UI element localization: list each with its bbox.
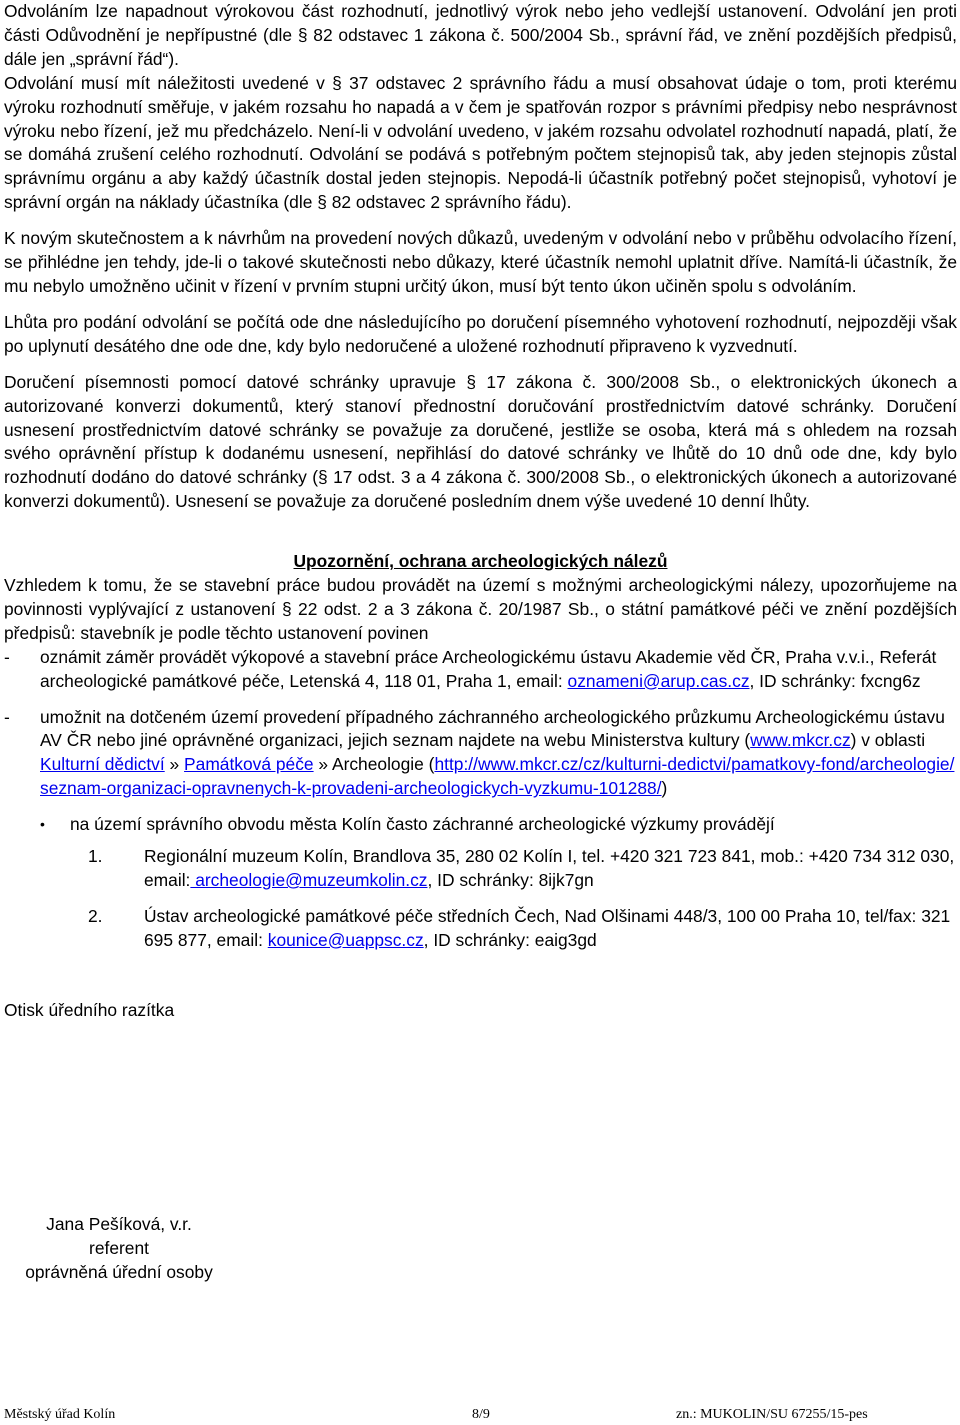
notice-heading: Upozornění, ochrana archeologických nálezů xyxy=(293,551,668,572)
link-organization-list[interactable]: http://www.mkcr.cz/cz/kulturni-dedictvi/pamatkovy-fond/archeologie/seznam-organizaci-opravnenych-k-provadeni-archeologickych-vyzkumu-101288/ xyxy=(40,754,955,799)
text-fragment: ) xyxy=(661,778,668,799)
text-fragment: » Archeologie ( xyxy=(313,754,435,775)
signatory-name: Jana Pešíková, v.r. xyxy=(46,1214,192,1234)
document-body xyxy=(4,0,957,1023)
appeal-paragraph-2: Odvolání musí mít náležitosti uvedené v § 37 odstavec 2 správního řádu a musí obsahovat údaje o tom, proti kterému výroku rozhodnutí směřuje, v jakém rozsahu ho napadá a v čem je spatřován rozpor s právními předpisy nebo nesprávnost výroku nebo řízení, jež mu předcházelo. Není-li v odvolání uvedeno, v jakém rozsahu odvolatel rozhodnutí napadá, platí, že se domáhá zrušení celého rozhodnutí. Odvolání se podává s potřebným počtem stejnopisů tak, aby jeden stejnopis zůstal správnímu orgánu a aby každý účastník dostal jeden stejnopis. Nepodá-li účastník potřebný počet stejnopisů, vyhotoví je správní orgán na náklady účastníka (dle § 82 odstavec 2 správního řádu). xyxy=(4,72,957,213)
email-link-institute[interactable]: kounice@uappsc.cz xyxy=(267,929,424,950)
organization-text xyxy=(144,845,957,893)
deadline-paragraph: Lhůta pro podání odvolání se počítá ode dne následujícího po doručení písemného vyhotovení rozhodnutí, nejpozději však po uplynutí desátého dne ode dne, kdy bylo nedoručené a uložené rozhodnutí připraveno k vyzvednutí. xyxy=(4,311,957,356)
footer-reference: zn.: MUKOLIN/SU 67255/15-pes xyxy=(676,1407,868,1422)
kolin-bullet-text: na území správního obvodu města Kolín často záchranné archeologické výzkumy provádějí xyxy=(70,814,775,835)
obligation-text xyxy=(40,646,957,694)
footer-office: Městský úřad Kolín xyxy=(4,1407,116,1422)
institute-text: Ústav archeologické památkové péče středních Čech, Nad Olšinami 448/3, 100 00 Praha 10, tel/fax: 321 695 877, email: xyxy=(144,905,951,950)
text-fragment: » xyxy=(164,754,185,775)
organization-item-museum xyxy=(4,845,957,893)
obligation-survey-text: umožnit na dotčeném území provedení případného záchranného archeologického průzkumu Archeologickému ústavu AV ČR nebo jiné oprávněné organizaci, jejich seznam najdete na webu Ministerstva kultury ( xyxy=(40,706,945,751)
appeal-paragraph-1: Odvoláním lze napadnout výrokovou část rozhodnutí, jednotlivý výrok nebo jeho vedlejší ustanovení. Odvolání jen proti části Odůvodnění je nepřípustné (dle § 82 odstavec 1 zákona č. 500/2004 Sb., správní řád, ve znění pozdějších předpisů, dále jen „správní řád“). xyxy=(4,1,957,69)
data-box-id-museum: , ID schránky: 8ijk7gn xyxy=(427,870,594,890)
item-number: 1. xyxy=(88,846,103,867)
item-number: 2. xyxy=(88,905,103,926)
bullet-marker: • xyxy=(40,816,45,833)
link-pamatkova-pece[interactable]: Památková péče xyxy=(184,754,314,775)
notice-intro: Vzhledem k tomu, že se stavební práce budou provádět na území s možnými archeologickými nálezy, upozorňujeme na povinnosti vyplývající z ustanovení § 22 odst. 2 a 3 zákona č. 20/1987 Sb., o státní památkové péči ve znění pozdějších předpisů: stavebník je podle těchto ustanovení povinen xyxy=(4,575,957,643)
organization-list xyxy=(4,845,957,953)
organization-item-institute xyxy=(4,905,957,953)
dash-marker: - xyxy=(4,646,10,667)
email-link-museum[interactable]: archeologie@muzeumkolin.cz xyxy=(190,870,428,890)
link-mkcr[interactable]: www.mkcr.cz xyxy=(750,730,851,751)
stamp-label: Otisk úředního razítka xyxy=(4,999,175,1020)
email-link-arup[interactable]: oznameni@arup.cas.cz xyxy=(567,670,750,691)
signatory-role: referent xyxy=(89,1237,149,1258)
data-box-id-institute: , ID schránky: eaig3gd xyxy=(423,929,597,950)
footer-page-number: 8/9 xyxy=(472,1407,490,1422)
data-box-paragraph: Doručení písemnosti pomocí datové schránky upravuje § 17 zákona č. 300/2008 Sb., o elektronických úkonech a autorizované konverzi dokumentů, který stanoví přednostní doručování prostřednictvím datové schránky. Doručení usnesení prostřednictvím datové schránky se považuje za doručené, jestliže se osoba, která má s ohledem na rozsah svého oprávnění přístup k dodanému usnesení, nepřihlásí do datové schránky ve lhůtě do 10 dnů ode dne, kdy bylo rozhodnutí dodáno do datové schránky (§ 17 odst. 3 a 4 zákona č. 300/2008 Sb., o elektronických úkonech a autorizované konverzi dokumentů). Usnesení se považuje za doručené posledním dnem výše uvedené 10 denní lhůty. xyxy=(4,371,957,512)
obligation-text xyxy=(40,706,957,802)
signatory-title: oprávněná úřední osoby xyxy=(25,1261,213,1282)
link-kulturni-dedictvi[interactable]: Kulturní dědictví xyxy=(40,754,165,775)
new-facts-paragraph: K novým skutečnostem a k návrhům na provedení nových důkazů, uvedeným v odvolání nebo v průběhu odvolacího řízení, se přihlédne jen tehdy, jde-li o takové skutečnosti nebo důkazy, které účastník nemohl uplatnit dříve. Namítá-li účastník, že mu nebylo umožněno učinit v řízení v prvním stupni určitý úkon, musí být tento úkon učiněn spolu s odvoláním. xyxy=(4,228,957,296)
dash-marker: - xyxy=(4,706,10,727)
data-box-id-arup: , ID schránky: fxcng6z xyxy=(749,670,921,691)
kolin-bullet xyxy=(4,813,957,837)
obligation-item-notify xyxy=(4,646,957,694)
signature-block xyxy=(4,1213,234,1285)
text-fragment: ) v oblasti xyxy=(850,730,926,751)
obligation-notify-text: oznámit záměr provádět výkopové a stavební práce Archeologickému ústavu Akademie věd ČR, Praha v.v.i., Referát archeologické památkové péče, Letenská 4, 118 01, Praha 1, email: xyxy=(40,646,937,691)
obligation-item-allow-survey xyxy=(4,706,957,802)
organization-text xyxy=(144,905,957,953)
museum-text: Regionální muzeum Kolín, Brandlova 35, 280 02 Kolín I, tel. +420 321 723 841, mob.: +420 734 312 030, email: xyxy=(144,846,955,890)
